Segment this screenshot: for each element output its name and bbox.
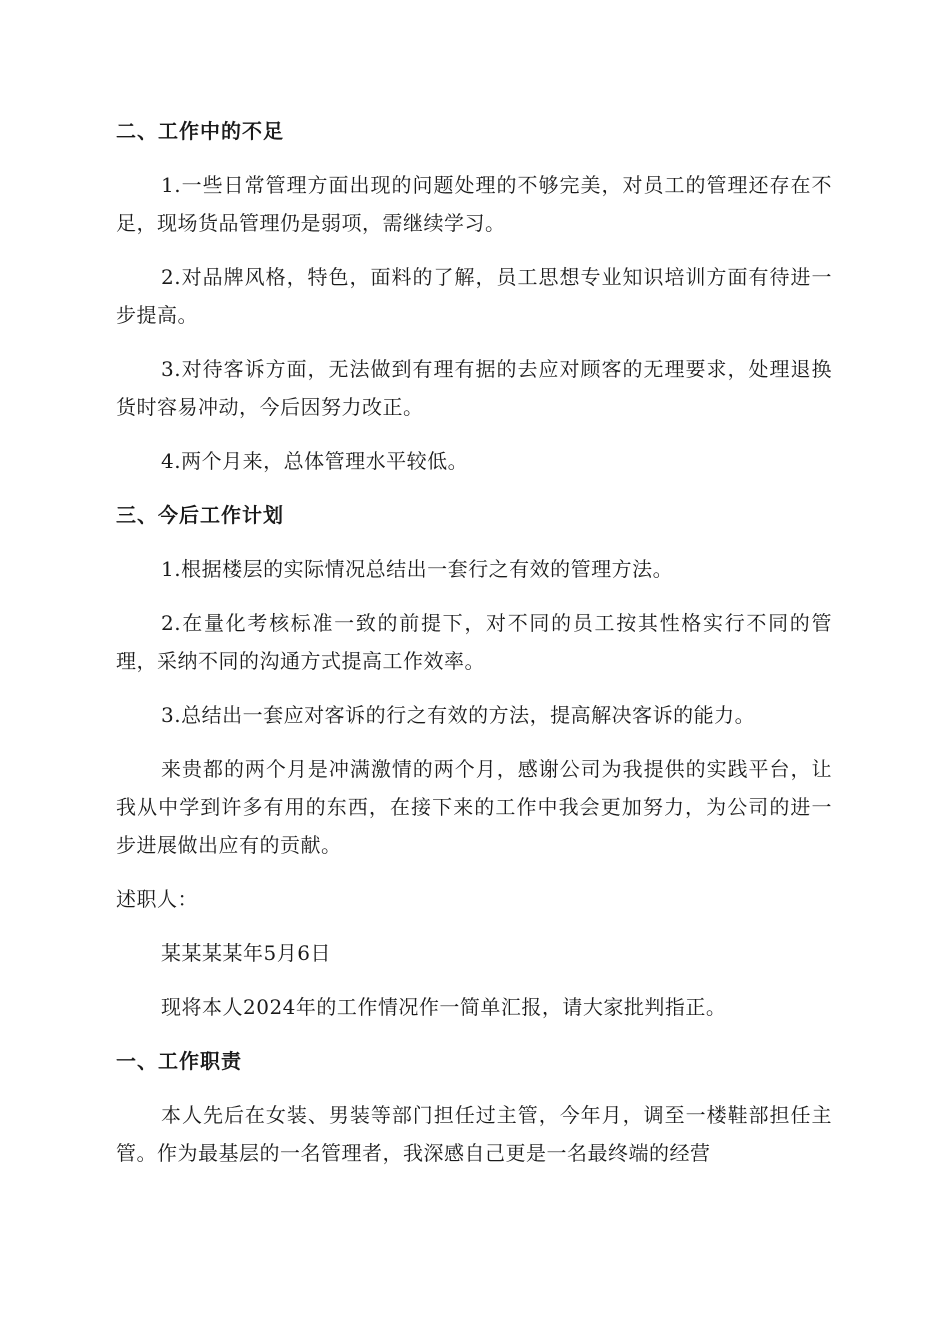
- signature-label: 述职人：: [116, 887, 198, 911]
- plan-item-3: 3.总结出一套应对客诉的行之有效的方法，提高解决客诉的能力。: [161, 703, 756, 727]
- section-heading-duties: 一、工作职责: [116, 1049, 242, 1073]
- plan-item-1: 1.根据楼层的实际情况总结出一套行之有效的管理方法。: [161, 557, 674, 581]
- closing-paragraph: 来贵都的两个月是冲满激情的两个月，感谢公司为我提供的实践平台，让我从中学到许多有用的东西，在接下来的工作中我会更加努力，为公司的进一步进展做出应有的贡献。: [116, 757, 832, 857]
- shortcoming-item-2: 2.对品牌风格，特色，面料的了解，员工思想专业知识培训方面有待进一步提高。: [116, 265, 832, 327]
- intro-paragraph: 现将本人2024年的工作情况作一简单汇报，请大家批判指正。: [161, 995, 727, 1019]
- shortcoming-item-4: 4.两个月来，总体管理水平较低。: [161, 449, 469, 473]
- shortcoming-item-1: 1.一些日常管理方面出现的问题处理的不够完美，对员工的管理还存在不足，现场货品管理仍是弱项，需继续学习。: [116, 173, 832, 235]
- plan-item-2: 2.在量化考核标准一致的前提下，对不同的员工按其性格实行不同的管理，采纳不同的沟通方式提高工作效率。: [116, 611, 832, 673]
- shortcoming-item-3: 3.对待客诉方面，无法做到有理有据的去应对顾客的无理要求，处理退换货时容易冲动，今后因努力改正。: [116, 357, 832, 419]
- date-line: 某某某某年5月6日: [161, 941, 331, 965]
- duties-paragraph: 本人先后在女装、男装等部门担任过主管，今年月，调至一楼鞋部担任主管。作为最基层的一名管理者，我深感自己更是一名最终端的经营: [116, 1103, 832, 1165]
- section-heading-shortcomings: 二、工作中的不足: [116, 119, 284, 143]
- section-heading-plan: 三、今后工作计划: [116, 503, 284, 527]
